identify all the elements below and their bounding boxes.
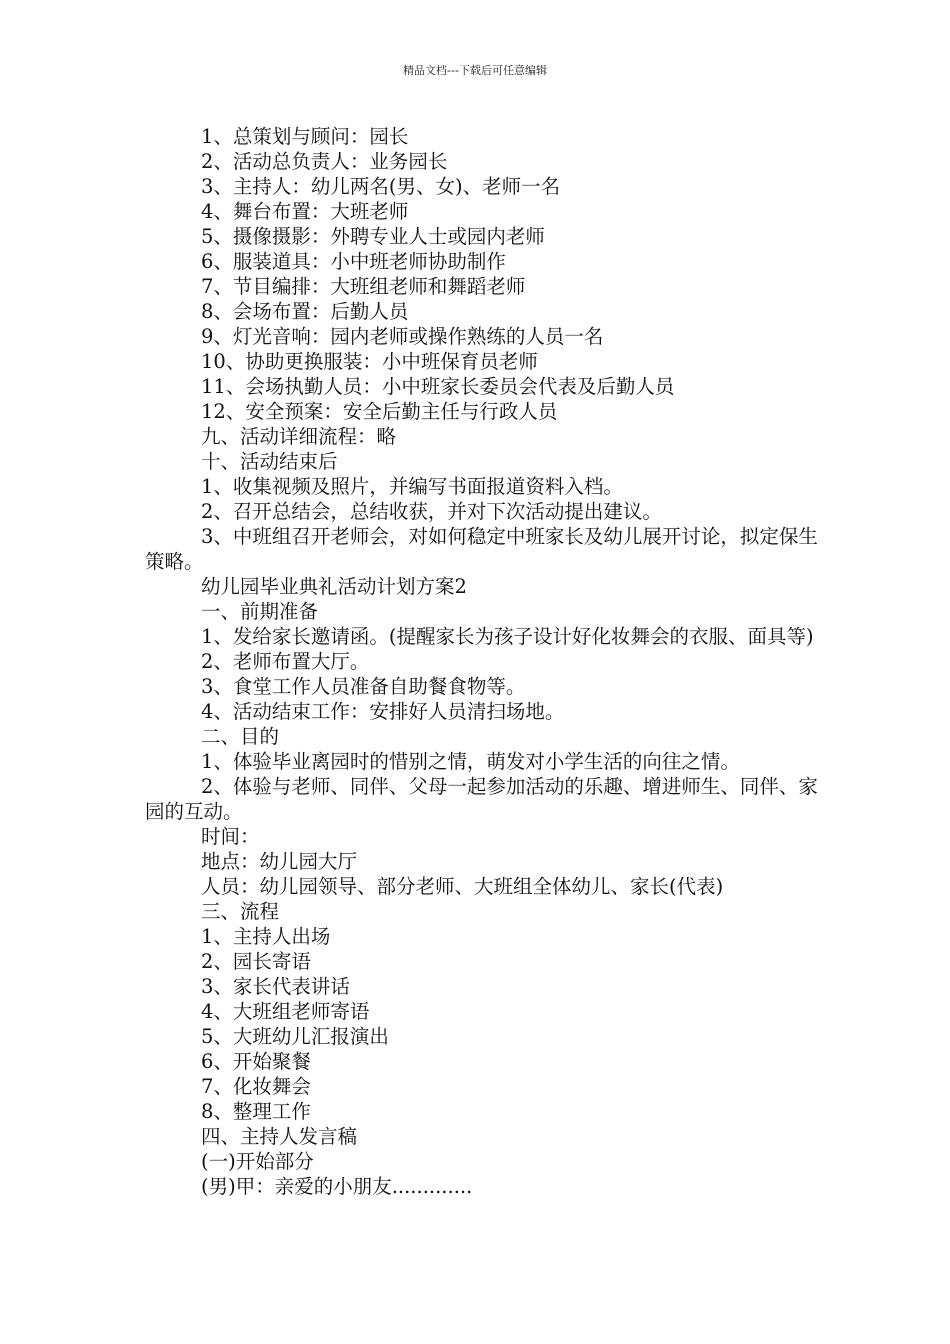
- paragraph: 4、大班组老师寄语: [201, 1000, 370, 1023]
- paragraph: 5、大班幼儿汇报演出: [201, 1025, 389, 1048]
- paragraph: 10、协助更换服装：小中班保育员老师: [201, 350, 538, 373]
- paragraph: 6、开始聚餐: [201, 1050, 311, 1073]
- paragraph: 4、舞台布置：大班老师: [201, 200, 409, 223]
- paragraph: 幼儿园毕业典礼活动计划方案2: [201, 575, 467, 598]
- paragraph: (男)甲：亲爱的小朋友.............: [201, 1175, 473, 1198]
- page-header: 精品文档---下载后可任意编辑: [403, 64, 547, 77]
- paragraph: 2、园长寄语: [201, 950, 311, 973]
- paragraph: 3、主持人：幼儿两名(男、女)、老师一名: [201, 175, 561, 198]
- paragraph: 6、服装道具：小中班老师协助制作: [201, 250, 506, 273]
- paragraph: 地点：幼儿园大厅: [201, 850, 358, 873]
- paragraph: 12、安全预案：安全后勤主任与行政人员: [201, 400, 558, 423]
- paragraph: 4、活动结束工作：安排好人员清扫场地。: [201, 700, 565, 723]
- paragraph: 5、摄像摄影：外聘专业人士或园内老师: [201, 225, 545, 248]
- paragraph: 2、活动总负责人：业务园长: [201, 150, 448, 173]
- document-body: [145, 124, 825, 1199]
- paragraph: 二、目的: [201, 725, 280, 748]
- paragraph: 1、收集视频及照片，并编写书面报道资料入档。: [201, 475, 623, 498]
- paragraph: 1、发给家长邀请函。(提醒家长为孩子设计好化妆舞会的衣服、面具等): [201, 625, 814, 648]
- paragraph: (一)开始部分: [201, 1150, 314, 1173]
- paragraph: 3、中班组召开老师会，对如何稳定中班家长及幼儿展开讨论，拟定保生策略。: [145, 525, 818, 573]
- paragraph: 7、化妆舞会: [201, 1075, 311, 1098]
- paragraph: 九、活动详细流程：略: [201, 425, 397, 448]
- paragraph: 三、流程: [201, 900, 280, 923]
- paragraph: 8、整理工作: [201, 1100, 311, 1123]
- paragraph: 3、家长代表讲话: [201, 975, 350, 998]
- paragraph: 时间：: [201, 825, 260, 848]
- paragraph: 一、前期准备: [201, 600, 319, 623]
- paragraph: 1、总策划与顾问：园长: [201, 125, 409, 148]
- paragraph: 2、老师布置大厅。: [201, 650, 370, 673]
- paragraph: 人员：幼儿园领导、部分老师、大班组全体幼儿、家长(代表): [201, 875, 724, 898]
- paragraph: 11、会场执勤人员：小中班家长委员会代表及后勤人员: [201, 375, 675, 398]
- paragraph: 四、主持人发言稿: [201, 1125, 358, 1148]
- paragraph: 十、活动结束后: [201, 450, 338, 473]
- paragraph: 2、体验与老师、同伴、父母一起参加活动的乐趣、增进师生、同伴、家园的互动。: [145, 775, 818, 823]
- paragraph: 1、主持人出场: [201, 925, 331, 948]
- paragraph: 2、召开总结会，总结收获，并对下次活动提出建议。: [201, 500, 662, 523]
- paragraph: 1、体验毕业离园时的惜别之情，萌发对小学生活的向往之情。: [201, 750, 740, 773]
- paragraph: 3、食堂工作人员准备自助餐食物等。: [201, 675, 526, 698]
- paragraph: 7、节目编排：大班组老师和舞蹈老师: [201, 275, 526, 298]
- paragraph: 9、灯光音响：园内老师或操作熟练的人员一名: [201, 325, 604, 348]
- paragraph: 8、会场布置：后勤人员: [201, 300, 409, 323]
